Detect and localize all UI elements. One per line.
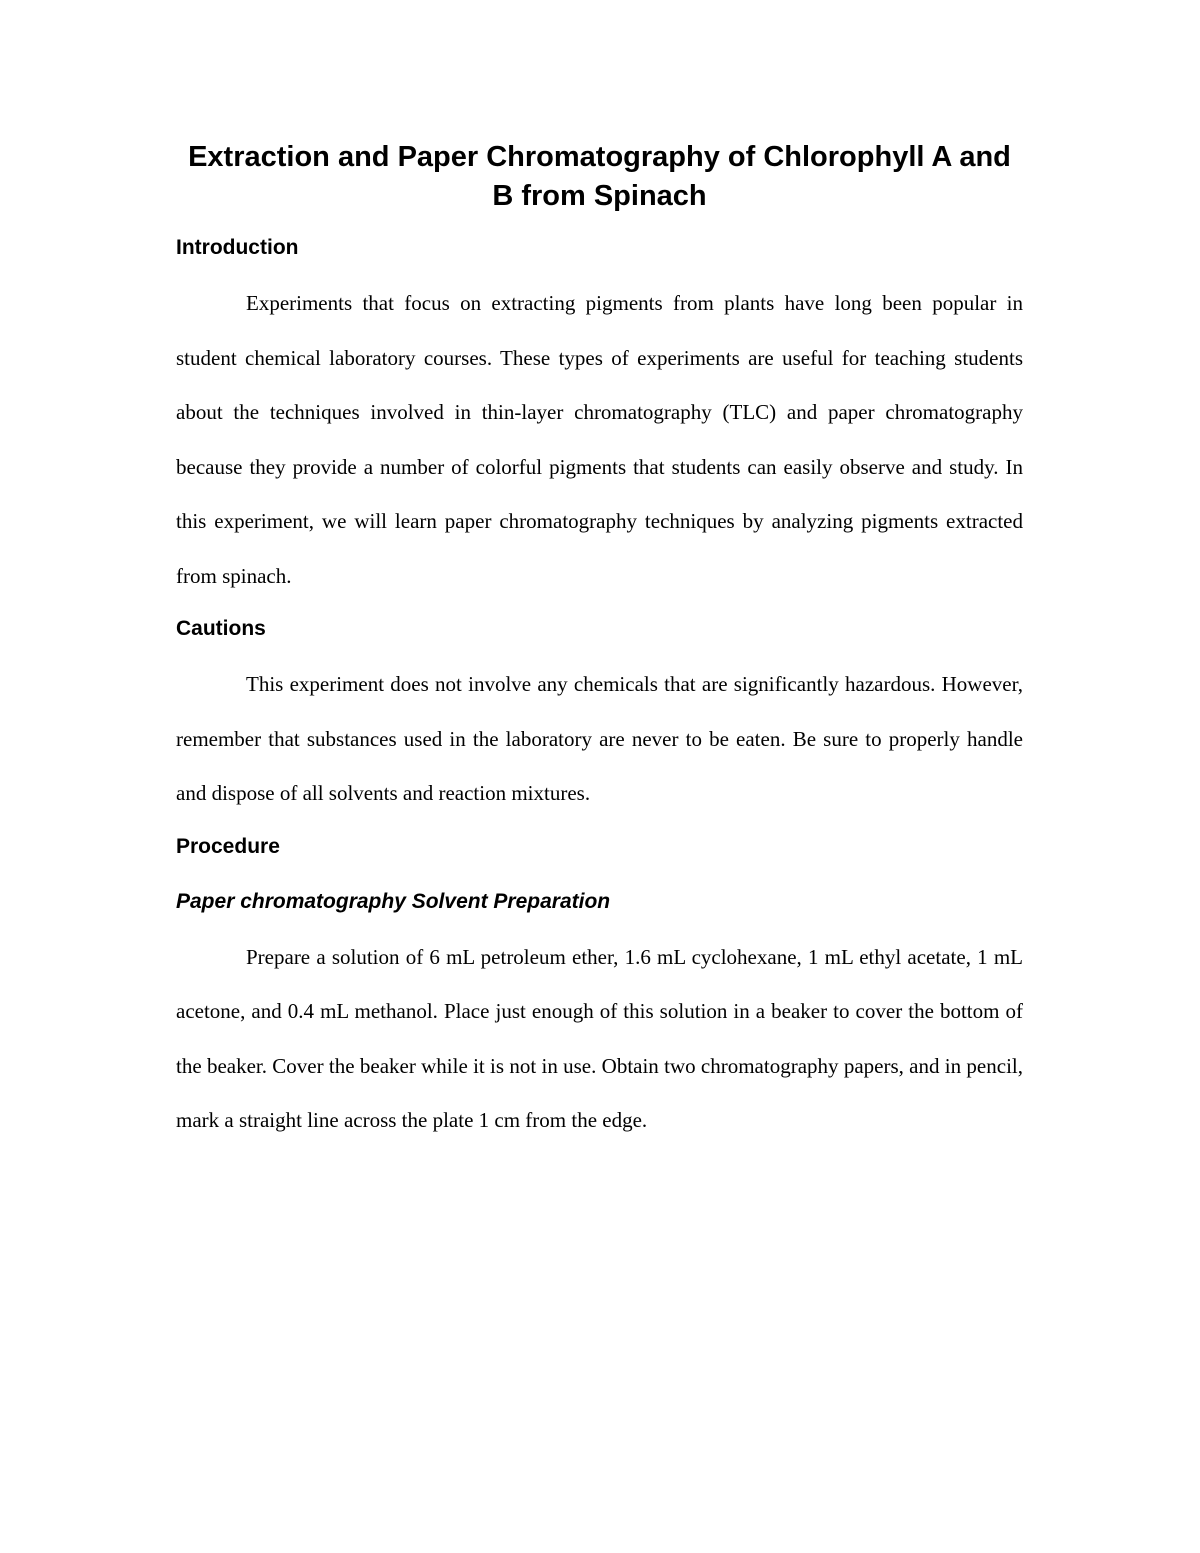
- paragraph-solvent-preparation: Prepare a solution of 6 mL petroleum ether, 1.6 mL cyclohexane, 1 mL ethyl acetate, 1 mL acetone, and 0.4 mL methanol. Place just enough of this solution in a beaker to cover the bottom of the beaker. Cover the beaker while it is not in use. Obtain two chromatography papers, and in pencil, mark a straight line across the plate 1 cm from the edge.: [176, 944, 1023, 1132]
- document-title: Extraction and Paper Chromatography of Chlorophyll A and B from Spinach: [188, 141, 1011, 212]
- paragraph-introduction: Experiments that focus on extracting pigments from plants have long been popular in student chemical laboratory courses. These types of experiments are useful for teaching students about the techniques involved in thin-layer chromatography (TLC) and paper chromatography because they provide a number of colorful pigments that students can easily observe and study. In this experiment, we will learn paper chromatography techniques by analyzing pigments extracted from spinach.: [176, 291, 1023, 588]
- document-page: [176, 138, 1023, 1148]
- paragraph-cautions: This experiment does not involve any chemicals that are significantly hazardous. However, remember that substances used in the laboratory are never to be eaten. Be sure to properly handle and dispose of all solvents and reaction mixtures.: [176, 672, 1023, 805]
- section-heading-introduction: Introduction: [176, 236, 299, 259]
- section-heading-procedure: Procedure: [176, 834, 280, 858]
- subheading-solvent-preparation: Paper chromatography Solvent Preparation: [176, 889, 611, 913]
- section-heading-cautions: Cautions: [176, 617, 266, 640]
